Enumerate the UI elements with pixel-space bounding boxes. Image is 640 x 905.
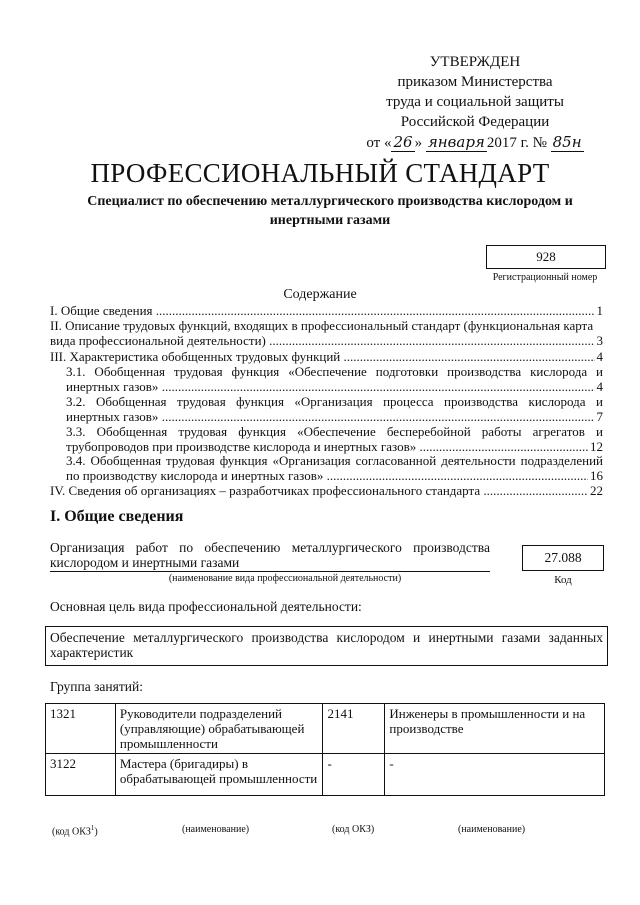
toc-item-page: 22 xyxy=(590,483,603,498)
okz-code-cell: 2141 xyxy=(323,704,385,754)
approval-line: труда и социальной защиты xyxy=(386,94,564,110)
occupation-name-cell: - xyxy=(385,754,605,796)
approval-date-line xyxy=(330,132,620,153)
toc-item-page: 12 xyxy=(590,439,603,454)
okz-code-caption: (код ОКЗ$^1$) xyxy=(52,824,98,838)
approval-line: Российской Федерации xyxy=(400,114,550,130)
quote-close: » xyxy=(414,135,423,151)
toc-title: Содержание xyxy=(283,287,357,302)
handwritten-day: 26 xyxy=(393,133,413,151)
registration-number-box: 928 xyxy=(486,245,606,269)
toc-item-page: 4 xyxy=(596,379,603,394)
occupation-name-caption: (наименование) xyxy=(182,824,250,835)
table-row xyxy=(46,754,605,796)
toc-item[interactable]: 3.4. Обобщенная трудовая функция «Организация согласованной деятельности подразделений по производству кислорода и инертных газов» ..... 16 xyxy=(66,453,603,483)
toc-item-text: I. Общие сведения ..... xyxy=(50,303,595,318)
approval-line: приказом Министерства xyxy=(397,74,553,90)
toc-item[interactable] xyxy=(50,483,603,498)
toc-item[interactable] xyxy=(50,303,603,318)
occupation-name-cell: Мастера (бригадиры) в обрабатывающей промышленности xyxy=(115,754,323,796)
table-row xyxy=(46,704,605,754)
okz-code-caption: (код ОКЗ) xyxy=(332,824,375,835)
toc-item-page: 7 xyxy=(596,409,603,424)
year-text: 2017 г. № xyxy=(486,135,547,151)
occupation-name-cell: Инженеры в промышленности и на производстве xyxy=(385,704,605,754)
activity-kind-caption: (наименование вида профессиональной деятельности) xyxy=(168,573,402,584)
toc-item[interactable]: 3.1. Обобщенная трудовая функция «Обеспечение подготовки производства кислорода и инертных газов» ..... 4 xyxy=(66,364,603,394)
toc-item-page: 1 xyxy=(596,303,603,318)
document-subtitle: Специалист по обеспечению металлургического производства кислородом и инертными газами xyxy=(87,194,573,228)
date-prefix: от « xyxy=(366,135,392,151)
registration-caption: Регистрационный номер xyxy=(492,272,598,283)
toc-item[interactable] xyxy=(50,349,603,364)
okz-code-cell: 1321 xyxy=(46,704,116,754)
occupation-name-cell: Руководители подразделений (управляющие) обрабатывающей промышленности xyxy=(115,704,323,754)
activity-code-box: 27.088 xyxy=(522,545,604,571)
goal-label: Основная цель вида профессиональной деятельности: xyxy=(50,599,362,614)
occupation-group-table xyxy=(45,703,605,796)
handwritten-month: января xyxy=(427,133,485,151)
footnote-mark: 1 xyxy=(90,824,95,832)
document-title: ПРОФЕССИОНАЛЬНЫЙ СТАНДАРТ xyxy=(90,158,550,188)
toc-item-page: 3 xyxy=(596,333,603,348)
toc-item-page: 4 xyxy=(596,349,603,364)
toc-item-text: III. Характеристика обобщенных трудовых функций ..... xyxy=(50,349,595,364)
activity-kind-text: Организация работ по обеспечению металлургического производства кислородом и инертными газами xyxy=(50,540,490,570)
occupation-name-caption: (наименование) xyxy=(458,824,526,835)
toc-item-page: 16 xyxy=(590,468,603,483)
activity-code-caption: Код xyxy=(554,574,572,586)
toc-item-text: II. Описание трудовых функций, входящих в профессиональный стандарт (функциональная карта xyxy=(50,318,594,333)
okz-code-cell: 3122 xyxy=(46,754,116,796)
toc-item-text: IV. Сведения об организациях – разработчиках профессионального стандарта ..... xyxy=(50,483,588,498)
toc-item[interactable]: II. Описание трудовых функций, входящих в профессиональный стандарт (функциональная карта вида профессиональной деятельности) ..... 3 xyxy=(50,318,603,348)
handwritten-number: 85н xyxy=(552,133,582,151)
goal-text-box: Обеспечение металлургического производства кислородом и инертными газами заданных характеристик xyxy=(45,626,608,666)
okz-code-cell: - xyxy=(323,754,385,796)
approval-line: УТВЕРЖДЕН xyxy=(429,54,521,70)
section-heading: I. Общие сведения xyxy=(50,508,184,525)
occupation-group-label: Группа занятий: xyxy=(50,679,143,694)
toc-item[interactable]: 3.2. Обобщенная трудовая функция «Организация процесса производства кислорода и инертных газов» ..... 7 xyxy=(66,394,603,424)
approval-block xyxy=(330,52,620,153)
toc-item[interactable]: 3.3. Обобщенная трудовая функция «Обеспечение бесперебойной работы агрегатов и трубопроводов при производстве кислорода и инертных газов» ..... 12 xyxy=(66,424,603,454)
